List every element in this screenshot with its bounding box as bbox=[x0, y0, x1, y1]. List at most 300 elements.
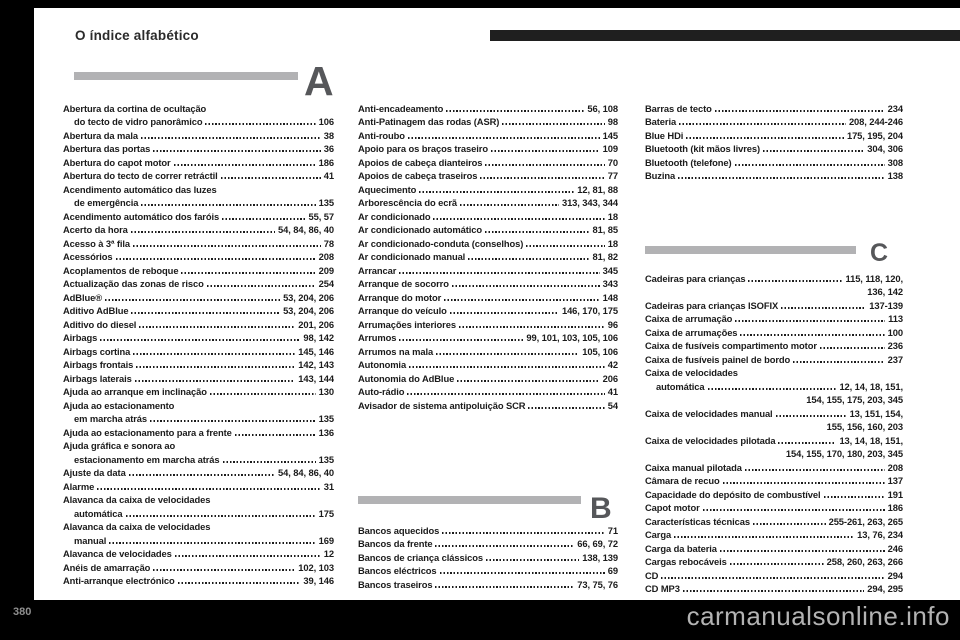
entry-label: Arborescência do ecrã bbox=[358, 197, 457, 208]
entry-label: Abertura do tecto de correr retráctil bbox=[63, 170, 218, 181]
entry-label: Arrancar bbox=[358, 264, 397, 276]
entry-label: Acessórios bbox=[63, 251, 113, 262]
entry-label: Barras de tecto bbox=[645, 102, 712, 114]
dot-leader bbox=[735, 320, 885, 322]
index-entry bbox=[63, 559, 334, 573]
entry-label: AdBlue® bbox=[63, 291, 103, 303]
entry-page-numbers: 31 bbox=[323, 480, 334, 492]
entry-label: Acesso à 3ª fila bbox=[63, 237, 131, 249]
entry-label: Alavanca da caixa de velocidades bbox=[63, 521, 211, 532]
entry-label: Abertura do capot motor bbox=[63, 156, 171, 168]
entry-label: Ajuda ao estacionamento para a frente bbox=[63, 426, 232, 438]
dot-leader bbox=[526, 245, 605, 247]
entry-page-numbers: 186 bbox=[318, 156, 334, 168]
dot-leader bbox=[207, 285, 316, 287]
entry-label: Ajuda ao arranque em inclinação bbox=[63, 386, 207, 397]
dot-leader bbox=[763, 150, 864, 152]
section-c-bar bbox=[645, 246, 856, 254]
dot-leader bbox=[181, 272, 315, 274]
entry-label: Arranque do veículo bbox=[358, 305, 447, 316]
dot-leader bbox=[408, 137, 600, 139]
index-entry bbox=[63, 370, 334, 384]
index-entry bbox=[63, 330, 334, 344]
entry-label: Ajuda gráfica e sonora ao bbox=[63, 440, 176, 451]
dot-leader bbox=[679, 123, 846, 125]
entry-page-numbers: 135 bbox=[318, 453, 334, 465]
entry-page-numbers: 175 bbox=[318, 507, 334, 519]
index-entry bbox=[63, 532, 334, 546]
dot-leader bbox=[745, 469, 885, 471]
index-entry bbox=[358, 100, 618, 114]
index-entry bbox=[358, 522, 618, 536]
dot-leader bbox=[753, 523, 826, 525]
entry-label: Caixa de fusíveis painel de bordo bbox=[645, 353, 791, 365]
section-b-bar bbox=[358, 496, 581, 504]
dot-leader bbox=[153, 150, 321, 152]
entry-page-numbers: 55, 57 bbox=[308, 210, 334, 222]
entry-label: em marcha atrás bbox=[74, 413, 148, 424]
index-entry bbox=[645, 419, 903, 433]
entry-page-numbers: 136 bbox=[318, 426, 334, 438]
index-column-2-section-a bbox=[358, 100, 618, 411]
dot-leader bbox=[131, 231, 275, 233]
index-entry bbox=[645, 365, 903, 379]
chapter-marker-bar bbox=[490, 30, 960, 41]
index-entry bbox=[63, 114, 334, 128]
dot-leader bbox=[781, 307, 866, 309]
dot-leader bbox=[793, 361, 884, 363]
entry-page-numbers: 54, 84, 86, 40 bbox=[278, 224, 334, 235]
entry-page-numbers: 12, 81, 88 bbox=[577, 183, 618, 195]
entry-page-numbers: 155, 156, 160, 203 bbox=[826, 421, 903, 432]
dot-leader bbox=[141, 137, 321, 139]
dot-leader bbox=[174, 164, 316, 166]
index-entry bbox=[645, 392, 903, 406]
dot-leader bbox=[407, 393, 604, 395]
dot-leader bbox=[105, 299, 280, 301]
index-entry bbox=[63, 141, 334, 155]
index-entry bbox=[63, 262, 334, 276]
dot-leader bbox=[457, 380, 599, 382]
entry-label: Carga bbox=[645, 529, 672, 540]
entry-page-numbers: 98, 142 bbox=[303, 332, 334, 343]
dot-leader bbox=[485, 164, 604, 166]
index-entry bbox=[63, 276, 334, 290]
entry-label: Abertura da cortina de ocultação bbox=[63, 102, 207, 114]
entry-label: Arranque de socorro bbox=[358, 278, 449, 289]
dot-leader bbox=[661, 577, 884, 579]
index-entry bbox=[358, 370, 618, 384]
section-letter-c: C bbox=[870, 239, 889, 267]
entry-page-numbers: 236 bbox=[887, 340, 903, 351]
dot-leader bbox=[210, 393, 316, 395]
dot-leader bbox=[136, 366, 295, 368]
entry-label: Anti-roubo bbox=[358, 129, 405, 141]
entry-label: Bluetooth (kit mãos livres) bbox=[645, 143, 761, 154]
dot-leader bbox=[460, 204, 559, 206]
index-entry bbox=[358, 262, 618, 276]
index-entry bbox=[645, 459, 903, 473]
dot-leader bbox=[222, 218, 305, 220]
entry-page-numbers: 12 bbox=[323, 548, 334, 559]
index-entry bbox=[63, 100, 334, 114]
entry-page-numbers: 208 bbox=[887, 461, 903, 473]
index-entry bbox=[645, 432, 903, 446]
entry-page-numbers: 41 bbox=[323, 170, 334, 181]
entry-page-numbers: 41 bbox=[607, 386, 618, 397]
entry-page-numbers: 13, 151, 154, bbox=[849, 407, 903, 419]
dot-leader bbox=[126, 515, 316, 517]
index-entry bbox=[358, 249, 618, 263]
entry-page-numbers: 137-139 bbox=[869, 299, 903, 311]
index-entry bbox=[358, 181, 618, 195]
entry-page-numbers: 135 bbox=[318, 413, 334, 424]
index-entry bbox=[645, 284, 903, 298]
dot-leader bbox=[419, 191, 574, 193]
dot-leader bbox=[399, 272, 599, 274]
entry-label: Avisador de sistema antipoluição SCR bbox=[358, 399, 526, 411]
entry-page-numbers: 100 bbox=[887, 326, 903, 338]
entry-label: Ar condicionado manual bbox=[358, 251, 466, 262]
dot-leader bbox=[459, 326, 605, 328]
index-entry bbox=[358, 168, 618, 182]
index-entry bbox=[63, 235, 334, 249]
entry-label: Bancos aquecidos bbox=[358, 524, 440, 536]
index-entry bbox=[63, 222, 334, 236]
entry-label: Arrumos na mala bbox=[358, 345, 434, 357]
entry-label: Ajuste da data bbox=[63, 467, 126, 478]
entry-label: Airbags cortina bbox=[63, 345, 131, 357]
entry-label: Ar condicionado-conduta (conselhos) bbox=[358, 237, 524, 249]
entry-page-numbers: 56, 108 bbox=[587, 102, 618, 114]
entry-label: Caixa de velocidades pilotada bbox=[645, 434, 776, 446]
index-entry bbox=[358, 330, 618, 344]
entry-label: Arranque do motor bbox=[358, 291, 442, 303]
entry-label: CD bbox=[645, 569, 659, 581]
entry-label: Airbags bbox=[63, 332, 98, 343]
index-entry bbox=[645, 168, 903, 182]
entry-page-numbers: 255-261, 263, 265 bbox=[828, 515, 903, 527]
entry-page-numbers: 54 bbox=[607, 399, 618, 411]
entry-label: Aditivo AdBlue bbox=[63, 305, 129, 316]
entry-label: Acoplamentos de reboque bbox=[63, 264, 179, 276]
entry-page-numbers: 142, 143 bbox=[298, 359, 334, 370]
entry-label: Autonomia do AdBlue bbox=[358, 372, 455, 384]
dot-leader bbox=[703, 509, 885, 511]
entry-page-numbers: 146, 170, 175 bbox=[561, 305, 618, 316]
entry-label: Anti-Patinagem das rodas (ASR) bbox=[358, 116, 500, 127]
dot-leader bbox=[468, 258, 589, 260]
index-entry bbox=[63, 424, 334, 438]
entry-label: Blue HDi bbox=[645, 129, 684, 141]
index-entry bbox=[645, 351, 903, 365]
index-entry bbox=[358, 154, 618, 168]
entry-page-numbers: 313, 343, 344 bbox=[561, 197, 618, 208]
index-entry bbox=[358, 276, 618, 290]
entry-label: Airbags frontais bbox=[63, 359, 134, 370]
entry-page-numbers: 66, 69, 72 bbox=[577, 538, 618, 549]
entry-page-numbers: 12, 14, 18, 151, bbox=[839, 380, 903, 392]
entry-label: Acendimento automático das luzes bbox=[63, 183, 217, 195]
dot-leader bbox=[740, 334, 884, 336]
index-entry bbox=[63, 411, 334, 425]
entry-page-numbers: 106 bbox=[318, 116, 334, 127]
index-entry bbox=[63, 289, 334, 303]
entry-label: Acendimento automático dos faróis bbox=[63, 210, 220, 222]
entry-label: Anti-arranque electrónico bbox=[63, 575, 175, 586]
dot-leader bbox=[133, 353, 295, 355]
index-entry bbox=[645, 114, 903, 128]
entry-label: Alavanca de velocidades bbox=[63, 548, 172, 559]
entry-page-numbers: 130 bbox=[318, 386, 334, 397]
entry-page-numbers: 145, 146 bbox=[298, 345, 334, 357]
entry-label: do tecto de vidro panorâmico bbox=[74, 116, 203, 127]
entry-page-numbers: 137 bbox=[887, 475, 903, 486]
dot-leader bbox=[708, 388, 837, 390]
entry-page-numbers: 304, 306 bbox=[867, 143, 903, 154]
index-entry bbox=[645, 554, 903, 568]
dot-leader bbox=[820, 347, 885, 349]
entry-label: Anéis de amarração bbox=[63, 561, 151, 573]
entry-label: Cadeiras para crianças ISOFIX bbox=[645, 299, 779, 311]
index-entry bbox=[645, 297, 903, 311]
index-entry bbox=[63, 316, 334, 330]
dot-leader bbox=[824, 496, 885, 498]
index-entry bbox=[645, 100, 903, 114]
dot-leader bbox=[502, 123, 604, 125]
index-entry bbox=[645, 405, 903, 419]
entry-page-numbers: 105, 106 bbox=[582, 345, 618, 357]
index-column-2-section-b bbox=[358, 522, 618, 590]
dot-leader bbox=[399, 339, 523, 341]
entry-page-numbers: 186 bbox=[887, 502, 903, 513]
index-entry bbox=[358, 208, 618, 222]
entry-page-numbers: 81, 85 bbox=[592, 224, 618, 235]
entry-label: Acerto da hora bbox=[63, 224, 128, 235]
index-entry bbox=[358, 195, 618, 209]
index-entry bbox=[645, 513, 903, 527]
dot-leader bbox=[723, 482, 885, 484]
index-entry bbox=[63, 397, 334, 411]
dot-leader bbox=[131, 312, 280, 314]
dot-leader bbox=[205, 123, 315, 125]
entry-page-numbers: 81, 82 bbox=[592, 251, 618, 262]
entry-label: Câmara de recuo bbox=[645, 475, 720, 486]
index-entry bbox=[645, 446, 903, 460]
dot-leader bbox=[178, 582, 301, 584]
manual-page bbox=[34, 8, 960, 600]
index-entry bbox=[358, 235, 618, 249]
section-a-bar bbox=[74, 72, 298, 80]
index-entry bbox=[645, 311, 903, 325]
dot-leader bbox=[409, 366, 605, 368]
entry-label: Alavanca da caixa de velocidades bbox=[63, 494, 211, 505]
page-number: 380 bbox=[13, 606, 32, 618]
section-letter-b: B bbox=[590, 492, 612, 525]
entry-page-numbers: 115, 118, 120, bbox=[845, 272, 903, 284]
entry-label: Caixa manual pilotada bbox=[645, 461, 742, 473]
index-entry bbox=[645, 338, 903, 352]
dot-leader bbox=[730, 563, 824, 565]
entry-label: automática bbox=[74, 507, 123, 519]
index-entry bbox=[358, 357, 618, 371]
entry-page-numbers: 208, 244-246 bbox=[848, 116, 903, 127]
entry-label: Características técnicas bbox=[645, 515, 750, 527]
entry-page-numbers: 209 bbox=[318, 264, 334, 276]
entry-page-numbers: 13, 76, 234 bbox=[857, 529, 903, 540]
entry-page-numbers: 98 bbox=[607, 116, 618, 127]
entry-page-numbers: 175, 195, 204 bbox=[846, 129, 903, 141]
dot-leader bbox=[683, 590, 864, 592]
index-entry bbox=[645, 141, 903, 155]
entry-label: estacionamento em marcha atrás bbox=[74, 453, 220, 465]
entry-page-numbers: 136, 142 bbox=[867, 286, 903, 297]
index-entry bbox=[358, 563, 618, 577]
entry-page-numbers: 254 bbox=[318, 278, 334, 289]
entry-page-numbers: 154, 155, 175, 203, 345 bbox=[806, 394, 903, 405]
entry-label: Apoios de cabeça dianteiros bbox=[358, 156, 483, 168]
entry-label: Arrumações interiores bbox=[358, 318, 456, 330]
entry-label: Autonomia bbox=[358, 359, 407, 370]
index-entry bbox=[63, 438, 334, 452]
entry-page-numbers: 69 bbox=[607, 565, 618, 576]
index-entry bbox=[63, 303, 334, 317]
entry-page-numbers: 102, 103 bbox=[298, 561, 334, 573]
dot-leader bbox=[450, 312, 559, 314]
index-entry bbox=[63, 573, 334, 587]
entry-label: Aquecimento bbox=[358, 183, 417, 195]
entry-label: Auto-rádio bbox=[358, 386, 405, 397]
index-entry bbox=[63, 154, 334, 168]
entry-label: Airbags laterais bbox=[63, 372, 132, 384]
entry-page-numbers: 96 bbox=[607, 318, 618, 330]
entry-label: Actualização das zonas de risco bbox=[63, 278, 204, 289]
dot-leader bbox=[100, 339, 300, 341]
dot-leader bbox=[491, 150, 600, 152]
entry-page-numbers: 246 bbox=[887, 542, 903, 554]
index-entry bbox=[358, 127, 618, 141]
index-entry bbox=[63, 208, 334, 222]
entry-label: manual bbox=[74, 534, 107, 546]
entry-page-numbers: 206 bbox=[602, 372, 618, 384]
dot-leader bbox=[141, 204, 315, 206]
dot-leader bbox=[715, 110, 885, 112]
entry-label: automática bbox=[656, 380, 705, 392]
entry-page-numbers: 13, 14, 18, 151, bbox=[839, 434, 903, 446]
index-entry bbox=[63, 451, 334, 465]
dot-leader bbox=[97, 488, 321, 490]
entry-label: CD MP3 bbox=[645, 583, 680, 594]
entry-label: Bateria bbox=[645, 116, 677, 127]
dot-leader bbox=[748, 280, 842, 282]
index-entry bbox=[63, 127, 334, 141]
dot-leader bbox=[435, 586, 574, 588]
entry-page-numbers: 70 bbox=[607, 156, 618, 168]
index-entry bbox=[63, 546, 334, 560]
index-entry bbox=[63, 249, 334, 263]
entry-page-numbers: 39, 146 bbox=[303, 575, 334, 586]
index-column-3-section-c bbox=[645, 270, 903, 594]
entry-label: Caixa de fusíveis compartimento motor bbox=[645, 340, 817, 351]
entry-page-numbers: 169 bbox=[318, 534, 334, 546]
dot-leader bbox=[116, 258, 316, 260]
entry-page-numbers: 208 bbox=[318, 251, 334, 262]
entry-page-numbers: 18 bbox=[607, 237, 618, 249]
entry-page-numbers: 38 bbox=[323, 129, 334, 141]
dot-leader bbox=[129, 474, 275, 476]
dot-leader bbox=[435, 545, 574, 547]
page-title: O índice alfabético bbox=[75, 28, 199, 43]
dot-leader bbox=[486, 559, 579, 561]
watermark-text: carmanualsonline.info bbox=[686, 601, 950, 631]
entry-label: Bancos da frente bbox=[358, 538, 433, 549]
entry-page-numbers: 145 bbox=[602, 129, 618, 141]
entry-page-numbers: 234 bbox=[887, 102, 903, 114]
index-entry bbox=[645, 127, 903, 141]
index-entry bbox=[63, 195, 334, 209]
dot-leader bbox=[720, 550, 885, 552]
index-entry bbox=[63, 343, 334, 357]
index-entry bbox=[645, 540, 903, 554]
dot-leader bbox=[678, 177, 885, 179]
entry-label: Bancos eléctricos bbox=[358, 565, 437, 576]
index-entry bbox=[63, 384, 334, 398]
index-entry bbox=[63, 168, 334, 182]
index-entry bbox=[645, 527, 903, 541]
index-entry bbox=[358, 576, 618, 590]
entry-page-numbers: 135 bbox=[318, 197, 334, 208]
entry-page-numbers: 345 bbox=[602, 264, 618, 276]
entry-label: Capacidade do depósito de combustível bbox=[645, 488, 821, 500]
entry-page-numbers: 73, 75, 76 bbox=[577, 578, 618, 590]
entry-label: Ar condicionado bbox=[358, 210, 431, 222]
entry-page-numbers: 109 bbox=[602, 143, 618, 154]
dot-leader bbox=[223, 461, 316, 463]
entry-page-numbers: 258, 260, 263, 266 bbox=[826, 556, 903, 567]
dot-leader bbox=[139, 326, 295, 328]
entry-page-numbers: 36 bbox=[323, 143, 334, 154]
dot-leader bbox=[440, 572, 605, 574]
entry-label: Caixa de velocidades bbox=[645, 367, 738, 378]
entry-label: Cargas rebocáveis bbox=[645, 556, 727, 567]
index-entry bbox=[645, 486, 903, 500]
entry-label: Carga da bateria bbox=[645, 542, 717, 554]
index-entry bbox=[358, 303, 618, 317]
index-entry bbox=[358, 549, 618, 563]
index-entry bbox=[63, 519, 334, 533]
dot-leader bbox=[436, 353, 579, 355]
dot-leader bbox=[480, 177, 604, 179]
index-entry bbox=[358, 114, 618, 128]
dot-leader bbox=[446, 110, 584, 112]
entry-label: Anti-encadeamento bbox=[358, 102, 444, 114]
index-entry bbox=[645, 324, 903, 338]
entry-label: Apoios de cabeça traseiros bbox=[358, 170, 478, 181]
index-entry bbox=[645, 378, 903, 392]
index-entry bbox=[645, 567, 903, 581]
entry-label: Bancos de criança clássicos bbox=[358, 551, 483, 563]
index-entry bbox=[645, 500, 903, 514]
entry-page-numbers: 343 bbox=[602, 278, 618, 289]
dot-leader bbox=[485, 231, 590, 233]
entry-label: Caixa de velocidades manual bbox=[645, 407, 773, 419]
index-entry bbox=[358, 384, 618, 398]
entry-page-numbers: 294 bbox=[887, 569, 903, 581]
index-entry bbox=[63, 505, 334, 519]
dot-leader bbox=[150, 420, 316, 422]
entry-label: de emergência bbox=[74, 197, 139, 208]
index-column-3-section-b bbox=[645, 100, 903, 181]
